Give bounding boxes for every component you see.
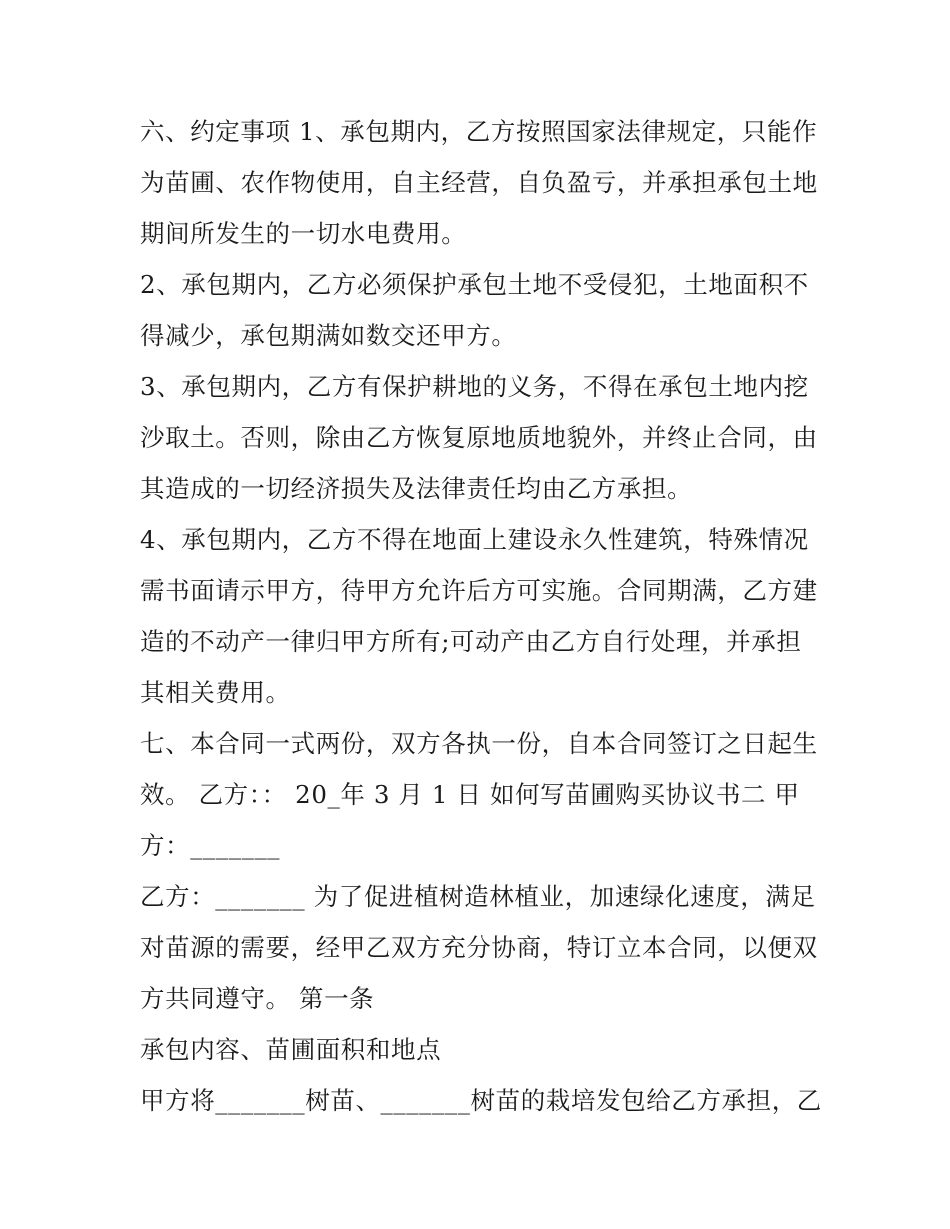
text-line: 3、承包期内，乙方有保护耕地的义务，不得在承包土地内挖 (140, 372, 809, 401)
text-line: 七、本合同一式两份，双方各执一份，自本合同签订之日起生 (140, 729, 818, 758)
text-line: 六、约定事项 1、承包期内，乙方按照国家法律规定，只能作 (140, 117, 818, 146)
text-line: 乙方：_______ 为了促进植树造林植业，加速绿化速度，满足 (140, 882, 816, 911)
text-line: 为苗圃、农作物使用，自主经营，自负盈亏，并承担承包土地 (140, 168, 818, 197)
text-line: 期间所发生的一切水电费用。 (140, 219, 467, 248)
text-line: 方：_______ (140, 831, 281, 860)
text-line: 需书面请示甲方，待甲方允许后方可实施。合同期满，乙方建 (140, 576, 818, 605)
text-line: 其造成的一切经济损失及法律责任均由乙方承担。 (140, 474, 693, 503)
text-line: 承包内容、苗圃面积和地点 (140, 1035, 442, 1064)
text-line: 对苗源的需要，经甲乙双方充分协商，特订立本合同，以便双 (140, 933, 818, 962)
text-line: 方共同遵守。 第一条 (140, 984, 375, 1013)
text-line: 效。 乙方：： 20_年 3 月 1 日 如何写苗圃购买协议书二 甲 (140, 780, 800, 809)
text-line: 造的不动产一律归甲方所有;可动产由乙方自行处理，并承担 (140, 627, 802, 656)
text-line: 其相关费用。 (140, 678, 291, 707)
document-body (140, 106, 820, 1126)
text-line: 得减少，承包期满如数交还甲方。 (140, 321, 517, 350)
text-line: 甲方将_______树苗、_______树苗的栽培发包给乙方承担，乙 (140, 1086, 822, 1115)
text-line: 2、承包期内，乙方必须保护承包土地不受侵犯，土地面积不 (140, 270, 809, 299)
text-line: 4、承包期内，乙方不得在地面上建设永久性建筑，特殊情况 (140, 525, 809, 554)
text-line: 沙取土。否则，除由乙方恢复原地质地貌外，并终止合同，由 (140, 423, 818, 452)
